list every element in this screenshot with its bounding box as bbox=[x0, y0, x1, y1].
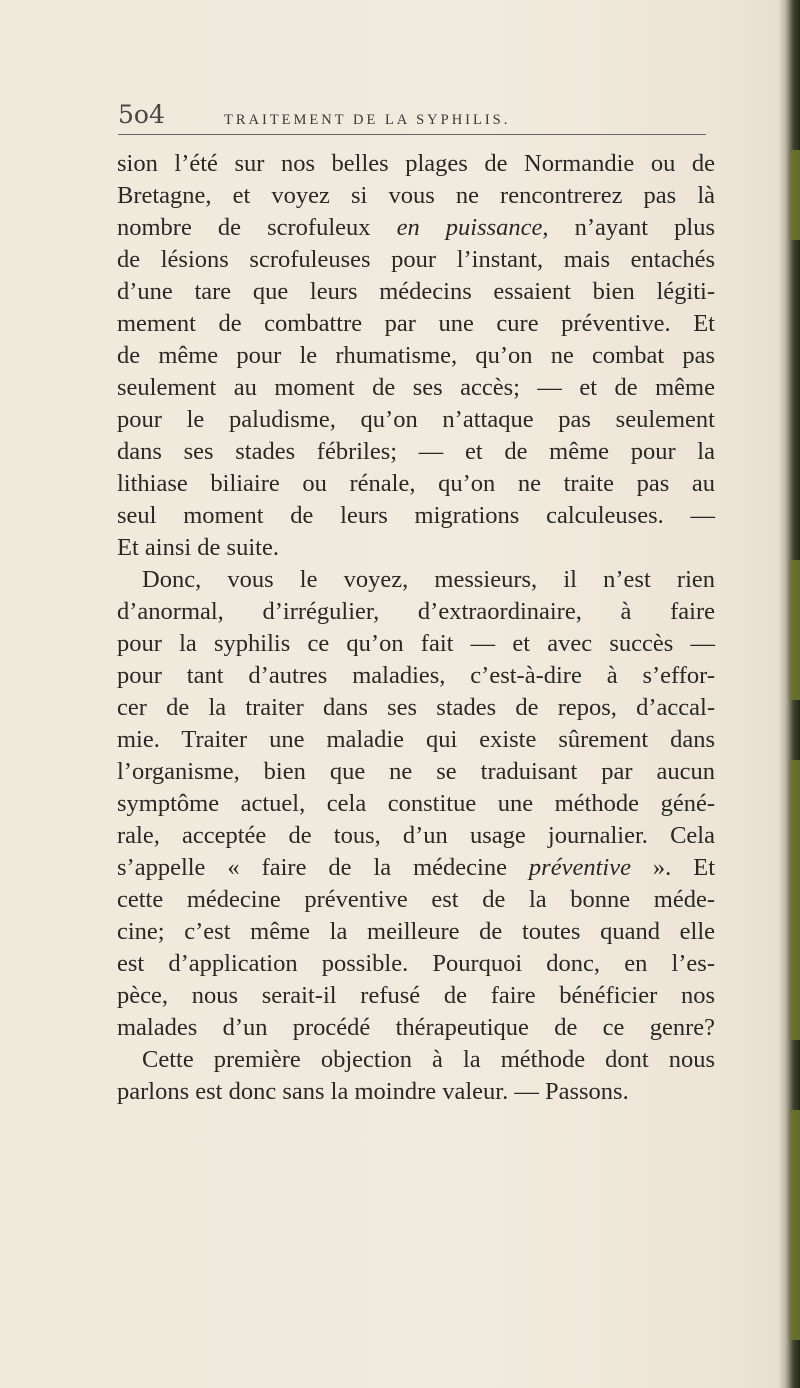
text-line: rale, acceptée de tous, d’un usage journalier. Cela bbox=[117, 822, 715, 849]
text-line: s’appelle « faire de la médecine préventive ». Et bbox=[117, 854, 715, 881]
text-line: malades d’un procédé thérapeutique de ce genre? bbox=[117, 1014, 715, 1041]
header-rule bbox=[118, 134, 706, 135]
text-line: parlons est donc sans la moindre valeur. — Passons. bbox=[117, 1078, 629, 1105]
text-line: l’organisme, bien que ne se traduisant par aucun bbox=[117, 758, 715, 785]
page-edge-stain bbox=[790, 760, 800, 1040]
text-line: cette médecine préventive est de la bonne méde- bbox=[117, 886, 715, 913]
text-line: sion l’été sur nos belles plages de Normandie ou de bbox=[117, 150, 715, 177]
page-number: 5o4 bbox=[118, 100, 165, 129]
text-line: pèce, nous serait-il refusé de faire bénéficier nos bbox=[117, 982, 715, 1009]
text-line: pour la syphilis ce qu’on fait — et avec succès — bbox=[117, 630, 715, 657]
page-edge-stain bbox=[790, 1110, 800, 1340]
text-line: cer de la traiter dans ses stades de repos, d’accal- bbox=[117, 694, 715, 721]
text-line: Cette première objection à la méthode dont nous bbox=[142, 1046, 715, 1073]
text-line: Donc, vous le voyez, messieurs, il n’est rien bbox=[142, 566, 715, 593]
text-line: pour le paludisme, qu’on n’attaque pas seulement bbox=[117, 406, 715, 433]
text-line: de lésions scrofuleuses pour l’instant, mais entachés bbox=[117, 246, 715, 273]
text-line: mement de combattre par une cure préventive. Et bbox=[117, 310, 715, 337]
italic-phrase: préventive bbox=[528, 854, 631, 881]
text-line: seulement au moment de ses accès; — et de même bbox=[117, 374, 715, 401]
text-line: de même pour le rhumatisme, qu’on ne combat pas bbox=[117, 342, 715, 369]
text-line: dans ses stades fébriles; — et de même pour la bbox=[117, 438, 715, 465]
page-edge-stain bbox=[790, 560, 800, 700]
text-line: d’anormal, d’irrégulier, d’extraordinaire, à faire bbox=[117, 598, 715, 625]
italic-phrase: en puissance bbox=[396, 214, 543, 241]
running-head: TRAITEMENT DE LA SYPHILIS. bbox=[224, 112, 511, 128]
text-line: seul moment de leurs migrations calculeuses. — bbox=[117, 502, 715, 529]
text-line: est d’application possible. Pourquoi donc, en l’es- bbox=[117, 950, 715, 977]
text-line: cine; c’est même la meilleure de toutes quand elle bbox=[117, 918, 715, 945]
text-line: nombre de scrofuleux en puissance, n’ayant plus bbox=[117, 214, 715, 241]
text-line: symptôme actuel, cela constitue une méthode géné- bbox=[117, 790, 715, 817]
text-line: Bretagne, et voyez si vous ne rencontrerez pas là bbox=[117, 182, 715, 209]
text-line: d’une tare que leurs médecins essaient bien légiti- bbox=[117, 278, 715, 305]
body-text bbox=[117, 148, 715, 1108]
text-line: Et ainsi de suite. bbox=[117, 534, 279, 561]
text-line: mie. Traiter une maladie qui existe sûrement dans bbox=[117, 726, 715, 753]
text-line: lithiase biliaire ou rénale, qu’on ne traite pas au bbox=[117, 470, 715, 497]
page-edge-stain bbox=[790, 150, 800, 240]
text-line: pour tant d’autres maladies, c’est-à-dire à s’effor- bbox=[117, 662, 715, 689]
